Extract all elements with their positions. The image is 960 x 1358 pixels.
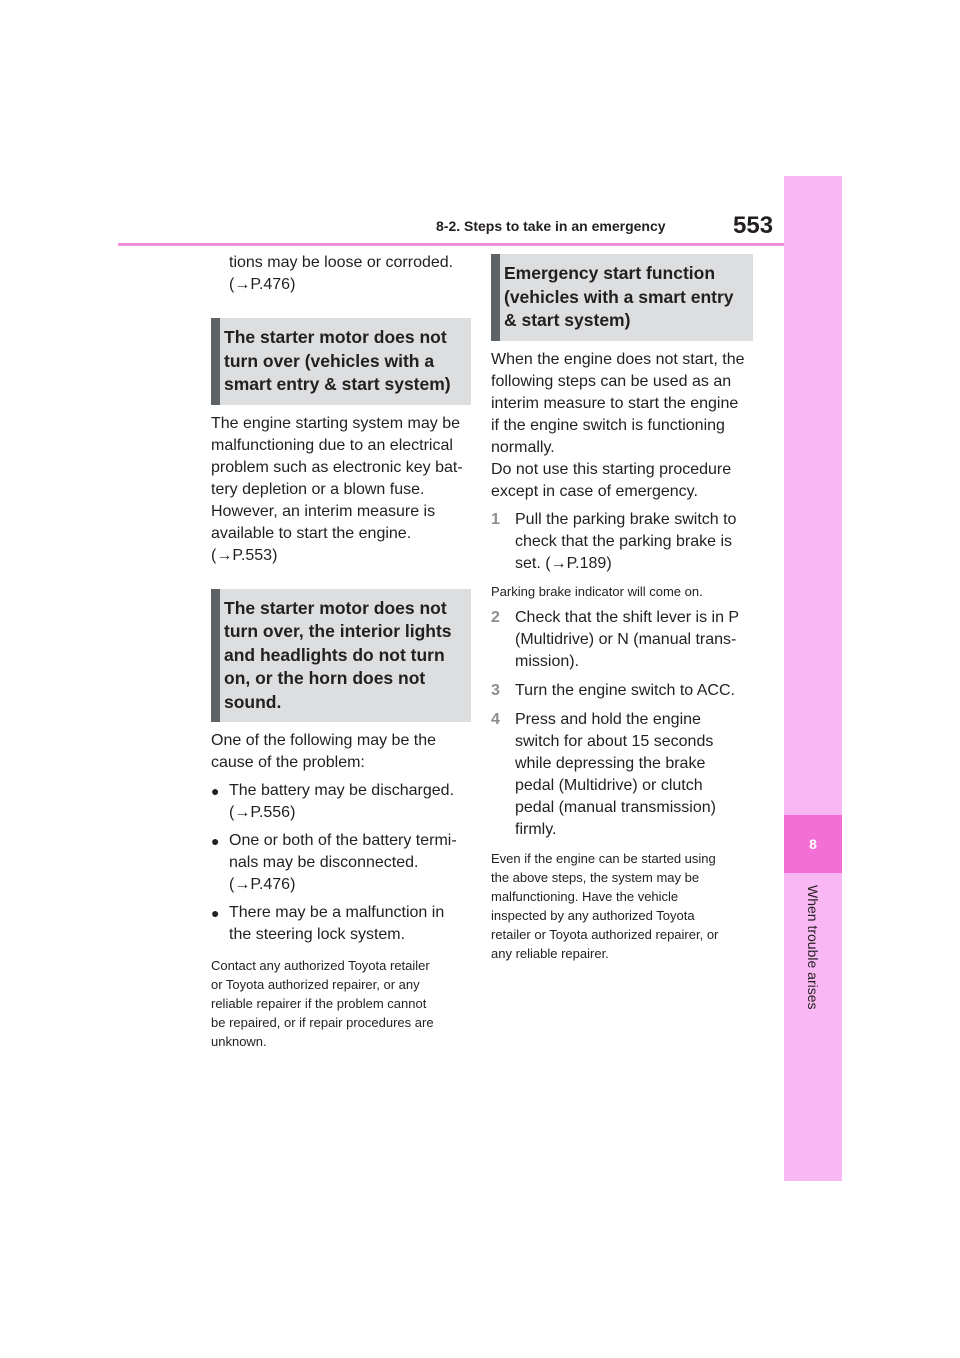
heading-line: and headlights do not turn xyxy=(224,644,445,665)
text-line: available to start the engine. xyxy=(211,524,412,542)
heading-line: smart entry & start system) xyxy=(224,374,451,394)
text-line: reliable repairer if the problem cannot xyxy=(211,996,427,1011)
text-line: the steering lock system. xyxy=(229,926,406,943)
text-line: Contact any authorized Toyota retailer xyxy=(211,958,430,973)
text-line: while depressing the brake xyxy=(515,754,706,772)
page-reference: (→P.556) xyxy=(229,804,296,821)
page-reference: (→P.476) xyxy=(229,276,296,293)
chapter-side-tab xyxy=(784,176,842,1181)
text-line: Even if the engine can be started using xyxy=(491,850,716,866)
paragraph xyxy=(211,413,471,567)
text-line: unknown. xyxy=(211,1034,267,1049)
step-item xyxy=(491,709,753,841)
text-line: inspected by any authorized Toyota xyxy=(491,907,695,923)
page-number: 553 xyxy=(733,212,774,239)
step-number: 1 xyxy=(491,510,500,528)
list-item xyxy=(211,830,471,896)
heading-line: The starter motor does not xyxy=(224,597,447,618)
note xyxy=(211,956,471,1051)
text-line: the above steps, the system may be xyxy=(491,869,700,885)
heading-line: The starter motor does not xyxy=(224,327,447,347)
section-heading-starter-no-turn xyxy=(211,318,471,405)
text-line: When the engine does not start, the xyxy=(491,350,745,368)
chapter-title: When trouble arises xyxy=(805,885,821,1010)
section-heading-emergency-start xyxy=(491,254,753,341)
text-line: There may be a malfunction in xyxy=(229,904,445,921)
paragraph xyxy=(211,730,471,774)
text-line: tions may be loose or corroded. xyxy=(229,254,454,271)
text-line: malfunctioning due to an electrical xyxy=(211,436,453,454)
text-line: malfunctioning. Have the vehicle xyxy=(491,888,679,904)
step-number: 4 xyxy=(491,710,500,728)
intro-continuation xyxy=(211,252,471,296)
text-line: nals may be disconnected. xyxy=(229,854,419,871)
bullet-icon: ● xyxy=(211,833,220,849)
text-line: Turn the engine switch to ACC. xyxy=(515,681,735,699)
list-item xyxy=(211,780,471,824)
text-line: mission). xyxy=(515,652,580,670)
left-column xyxy=(211,252,471,1051)
text-line: or Toyota authorized repairer, or any xyxy=(211,977,420,992)
bullet-icon: ● xyxy=(211,905,220,921)
text-line: Check that the shift lever is in P xyxy=(515,608,740,626)
step-number: 2 xyxy=(491,608,500,626)
text-line: normally. xyxy=(491,438,555,456)
page-reference: (→P.476) xyxy=(229,876,296,893)
text-line: (Multidrive) or N (manual trans- xyxy=(515,630,737,648)
heading-line: sound. xyxy=(224,691,282,712)
text-line: tery depletion or a blown fuse. xyxy=(211,480,425,498)
text-line: except in case of emergency. xyxy=(491,482,698,500)
text-line: pedal (manual transmission) xyxy=(515,798,716,816)
section-title: 8-2. Steps to take in an emergency xyxy=(436,218,666,234)
heading-line: Emergency start function xyxy=(504,263,716,283)
text-line: set. (→P.189) xyxy=(515,554,612,572)
text-line: following steps can be used as an xyxy=(491,372,732,390)
chapter-number-badge: 8 xyxy=(784,815,842,873)
text-line: interim measure to start the engine xyxy=(491,394,739,412)
text-line: be repaired, or if repair procedures are xyxy=(211,1015,434,1030)
page-reference: (→P.553) xyxy=(211,546,278,564)
text-line: switch for about 15 seconds xyxy=(515,732,714,750)
step-number: 3 xyxy=(491,681,500,699)
heading-line: turn over (vehicles with a xyxy=(224,350,435,371)
heading-line: (vehicles with a smart entry xyxy=(504,286,734,307)
text-line: One of the following may be the xyxy=(211,732,437,749)
heading-line: on, or the horn does not xyxy=(224,668,426,688)
text-line: if the engine switch is functioning xyxy=(491,416,725,434)
list-item xyxy=(211,902,471,946)
heading-line: & start system) xyxy=(504,310,631,330)
text-line: The battery may be discharged. xyxy=(229,782,455,799)
step-note: Parking brake indicator will come on. xyxy=(491,583,703,599)
text-line: One or both of the battery termi- xyxy=(229,832,457,849)
text-line: any reliable repairer. xyxy=(491,945,609,961)
text-line: Pull the parking brake switch to xyxy=(515,510,737,528)
step-item xyxy=(491,509,753,575)
heading-line: turn over, the interior lights xyxy=(224,621,452,641)
step-item xyxy=(491,607,753,673)
text-line: Do not use this starting procedure xyxy=(491,460,732,478)
text-line: firmly. xyxy=(515,820,557,838)
text-line: check that the parking brake is xyxy=(515,532,733,550)
bullet-icon: ● xyxy=(211,783,220,799)
text-line: cause of the problem: xyxy=(211,754,365,771)
text-line: retailer or Toyota authorized repairer, or xyxy=(491,926,719,942)
text-line: Press and hold the engine xyxy=(515,710,701,728)
step-item xyxy=(491,680,753,702)
right-column xyxy=(491,252,753,963)
paragraph xyxy=(491,349,753,503)
header-rule xyxy=(118,243,784,246)
text-line: The engine starting system may be xyxy=(211,414,461,432)
text-line: pedal (Multidrive) or clutch xyxy=(515,776,703,794)
section-heading-no-lights-horn xyxy=(211,589,471,723)
note xyxy=(491,849,753,963)
text-line: problem such as electronic key bat- xyxy=(211,458,463,476)
text-line: However, an interim measure is xyxy=(211,502,436,520)
